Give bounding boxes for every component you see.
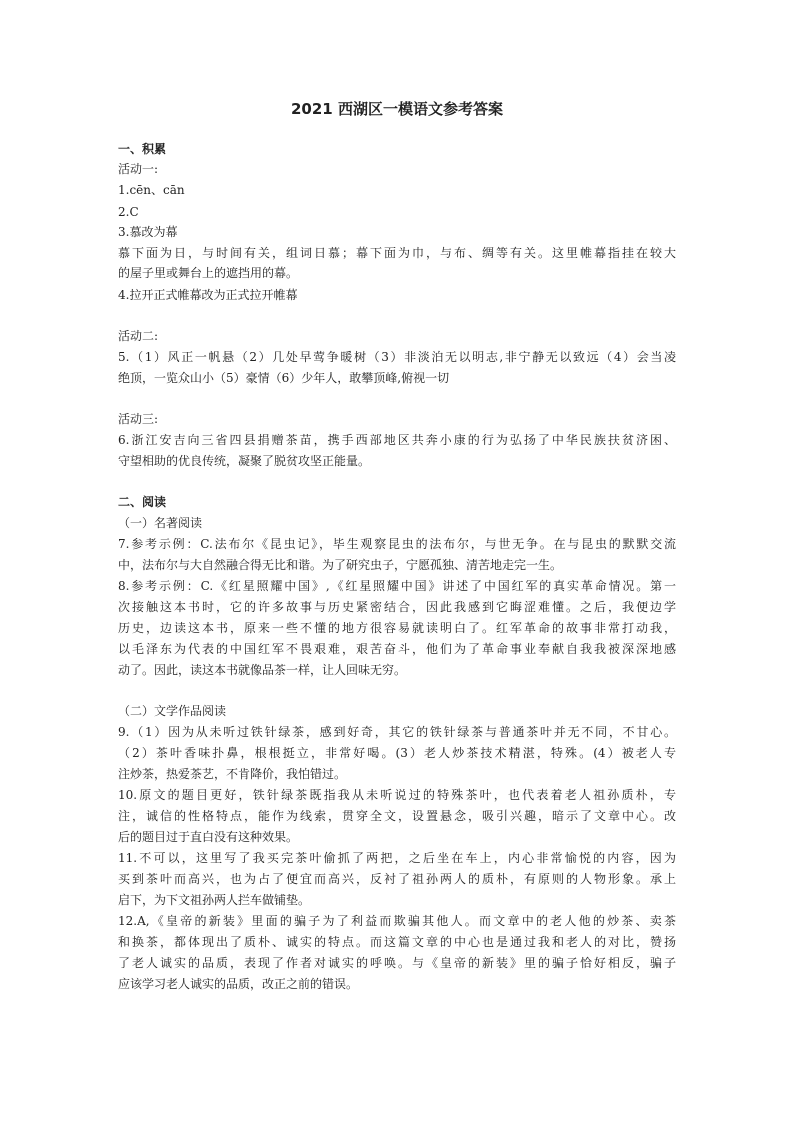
answer-q7: 中，法布尔与大自然融合得无比和谐。为了研究虫子，宁愿孤独、清苦地走完一生。 [118, 558, 563, 572]
activity-label: 活动一: [118, 162, 159, 176]
answer-q8: 8.参考示例：C.《红星照耀中国》,《红星照耀中国》讲述了中国红军的真实革命情况。第一 [118, 579, 676, 593]
answer-q7: 7.参考示例：C.法布尔《昆虫记》，毕生观察昆虫的法布尔，与世无争。在与昆虫的默默交流 [118, 537, 676, 551]
answer-q12: 了老人诚实的品质，表现了作者对诚实的呼唤。与《皇帝的新装》里的骗子恰好相反，骗子 [118, 956, 676, 970]
answer-q11: 启下，为下文祖孙两人拦车做铺垫。 [118, 893, 311, 907]
subsection-label: （二）文学作品阅读 [118, 704, 227, 718]
answer-q3: 3.慕改为幕 [118, 225, 178, 239]
answer-q3-explanation: 的屋子里或舞台上的遮挡用的幕。 [118, 266, 299, 280]
answer-q10: 注，诚信的性格特点，能作为线索，贯穿全文，设置悬念，吸引兴趣，暗示了文章中心。改 [118, 809, 676, 823]
section-heading-reading: 二、阅读 [118, 495, 167, 509]
activity-label: 活动二: [118, 329, 159, 343]
answer-q1: 1.cēn、cān [118, 183, 185, 197]
answer-q8: 动了。因此，读这本书就像品茶一样，让人回味无穷。 [118, 663, 407, 677]
answer-q8: 历史，边读这本书，原来一些不懂的地方很容易就读明白了。红军革命的故事非常打动我， [118, 621, 676, 635]
answer-q12: 和换茶，都体现出了质朴、诚实的特点。而这篇文章的中心也是通过我和老人的对比，赞扬 [118, 935, 676, 949]
page-title: 2021 西湖区一模语文参考答案 [291, 100, 503, 118]
answer-q10: 10.原文的题目更好，铁针绿茶既指我从未听说过的特殊茶叶，也代表着老人祖孙质朴，专 [118, 788, 676, 802]
subsection-label: （一）名著阅读 [118, 516, 203, 530]
section-heading-accumulation: 一、积累 [118, 142, 167, 156]
answer-q4: 4.拉开正式帷幕改为正式拉开帷幕 [118, 288, 298, 302]
answer-q3-explanation: 慕下面为日，与时间有关，组词日慕；幕下面为巾，与布、绸等有关。这里帷幕指挂在较大 [118, 246, 676, 260]
answer-q6: 守望相助的优良传统，凝聚了脱贫攻坚正能量。 [118, 454, 371, 468]
answer-q9: （2）茶叶香味扑鼻，根根挺立，非常好喝。(3）老人炒茶技术精湛，特殊。(4）被老人专 [118, 746, 676, 760]
answer-q9: 注炒茶，热爱茶艺，不肯降价，我怕错过。 [118, 767, 347, 781]
answer-q5: 5.（1）风正一帆悬（2）几处早莺争暖树（3）非淡泊无以明志,非宁静无以致远（4）会当凌 [118, 350, 676, 364]
answer-q11: 买到茶叶而高兴，也为占了便宜而高兴，反衬了祖孙两人的质朴，有原则的人物形象。承上 [118, 872, 676, 886]
answer-q2: 2.C [118, 205, 139, 219]
answer-q5: 绝顶，一览众山小（5）豪情（6）少年人，敢攀顶峰,俯视一切 [118, 371, 450, 385]
answer-q10: 后的题目过于直白没有这种效果。 [118, 830, 299, 844]
answer-q8: 次接触这本书时，它的许多故事与历史紧密结合，因此我感到它晦涩难懂。之后，我便边学 [118, 600, 676, 614]
answer-q8: 以毛泽东为代表的中国红军不畏艰难，艰苦奋斗，他们为了革命事业奉献自我我被深深地感 [118, 642, 676, 656]
answer-q6: 6.浙江安吉向三省四县捐赠茶苗，携手西部地区共奔小康的行为弘扬了中华民族扶贫济困、 [118, 433, 676, 447]
answer-q12: 12.A,《皇帝的新装》里面的骗子为了利益而欺骗其他人。而文章中的老人他的炒茶、卖茶 [118, 914, 676, 928]
answer-q11: 11.不可以，这里写了我买完茶叶偷抓了两把，之后坐在车上，内心非常愉悦的内容，因为 [118, 851, 676, 865]
activity-label: 活动三: [118, 412, 159, 426]
answer-q9: 9.（1）因为从未听过铁针绿茶，感到好奇，其它的铁针绿茶与普通茶叶并无不同，不甘心。 [118, 725, 676, 739]
answer-q12: 应该学习老人诚实的品质，改正之前的错误。 [118, 977, 359, 991]
